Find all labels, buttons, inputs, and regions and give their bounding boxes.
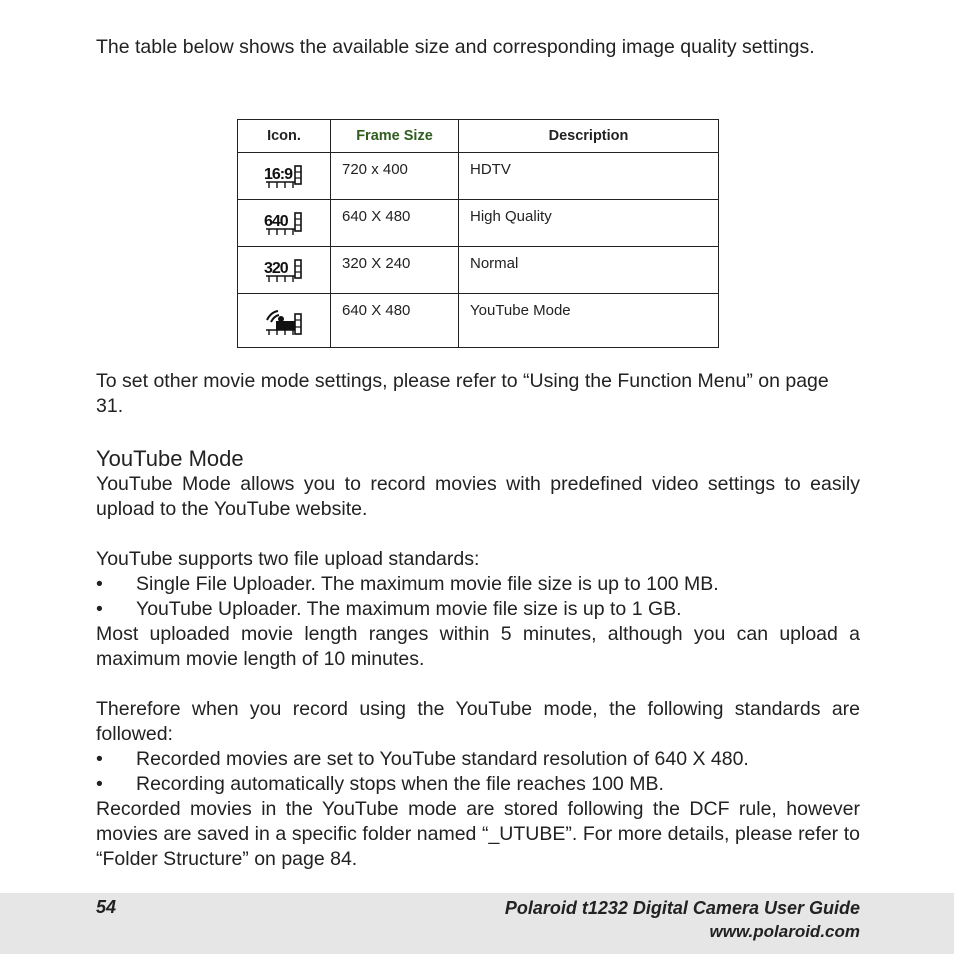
svg-text:320: 320 bbox=[264, 260, 288, 277]
movie-16-9-icon bbox=[238, 162, 330, 190]
frame-size-cell: 640 X 480 bbox=[331, 200, 459, 247]
body-content bbox=[96, 369, 860, 872]
page-number: 54 bbox=[96, 897, 117, 917]
table-header-row bbox=[238, 120, 719, 153]
description-cell: Normal bbox=[459, 247, 719, 294]
list-item: • Recorded movies are set to YouTube standard resolution of 640 X 480. bbox=[96, 747, 860, 772]
description-cell: YouTube Mode bbox=[459, 294, 719, 348]
page-footer bbox=[0, 893, 954, 954]
description-cell: HDTV bbox=[459, 153, 719, 200]
header-frame-size: Frame Size bbox=[331, 120, 459, 153]
standards-followed-paragraph: Therefore when you record using the YouTube mode, the following standards are followed: bbox=[96, 698, 860, 745]
list-item: • Single File Uploader. The maximum movie file size is up to 100 MB. bbox=[96, 572, 860, 597]
movie-640-icon bbox=[238, 209, 330, 237]
svg-text:16:9: 16:9 bbox=[264, 166, 293, 183]
header-description: Description bbox=[459, 120, 719, 153]
svg-text:640: 640 bbox=[264, 213, 288, 230]
movie-320-icon bbox=[238, 256, 330, 284]
footer-right bbox=[505, 897, 860, 943]
upload-standards-list bbox=[96, 572, 860, 622]
table-row bbox=[238, 294, 719, 348]
table-row bbox=[238, 153, 719, 200]
frame-size-cell: 640 X 480 bbox=[331, 294, 459, 348]
website-url: www.polaroid.com bbox=[709, 922, 860, 941]
other-settings-paragraph: To set other movie mode settings, please refer to “Using the Function Menu” on page 31. bbox=[96, 370, 829, 417]
upload-standards-paragraph: YouTube supports two file upload standards: bbox=[96, 548, 480, 570]
list-item: • Recording automatically stops when the file reaches 100 MB. bbox=[96, 772, 860, 797]
frame-size-cell: 320 X 240 bbox=[331, 247, 459, 294]
header-icon: Icon. bbox=[238, 120, 331, 153]
youtube-mode-icon bbox=[238, 306, 330, 336]
description-cell: High Quality bbox=[459, 200, 719, 247]
youtube-intro-paragraph: YouTube Mode allows you to record movies with predefined video settings to easily upload to the YouTube website. bbox=[96, 473, 860, 520]
dcf-rule-paragraph: Recorded movies in the YouTube mode are stored following the DCF rule, however movies are saved in a specific folder named “_UTUBE”. For more details, please refer to “Folder Structure” on page 84. bbox=[96, 798, 860, 870]
movie-length-paragraph: Most uploaded movie length ranges within 5 minutes, although you can upload a maximum movie length of 10 minutes. bbox=[96, 623, 860, 670]
intro-paragraph: The table below shows the available size and corresponding image quality settings. bbox=[96, 36, 815, 58]
frame-size-table bbox=[237, 119, 719, 348]
page-content bbox=[96, 35, 860, 60]
standards-followed-list bbox=[96, 747, 860, 797]
guide-title: Polaroid t1232 Digital Camera User Guide bbox=[504, 898, 860, 918]
table-row bbox=[238, 247, 719, 294]
list-item: • YouTube Uploader. The maximum movie file size is up to 1 GB. bbox=[96, 597, 860, 622]
table-row bbox=[238, 200, 719, 247]
section-heading: YouTube Mode bbox=[96, 446, 244, 471]
frame-size-cell: 720 x 400 bbox=[331, 153, 459, 200]
